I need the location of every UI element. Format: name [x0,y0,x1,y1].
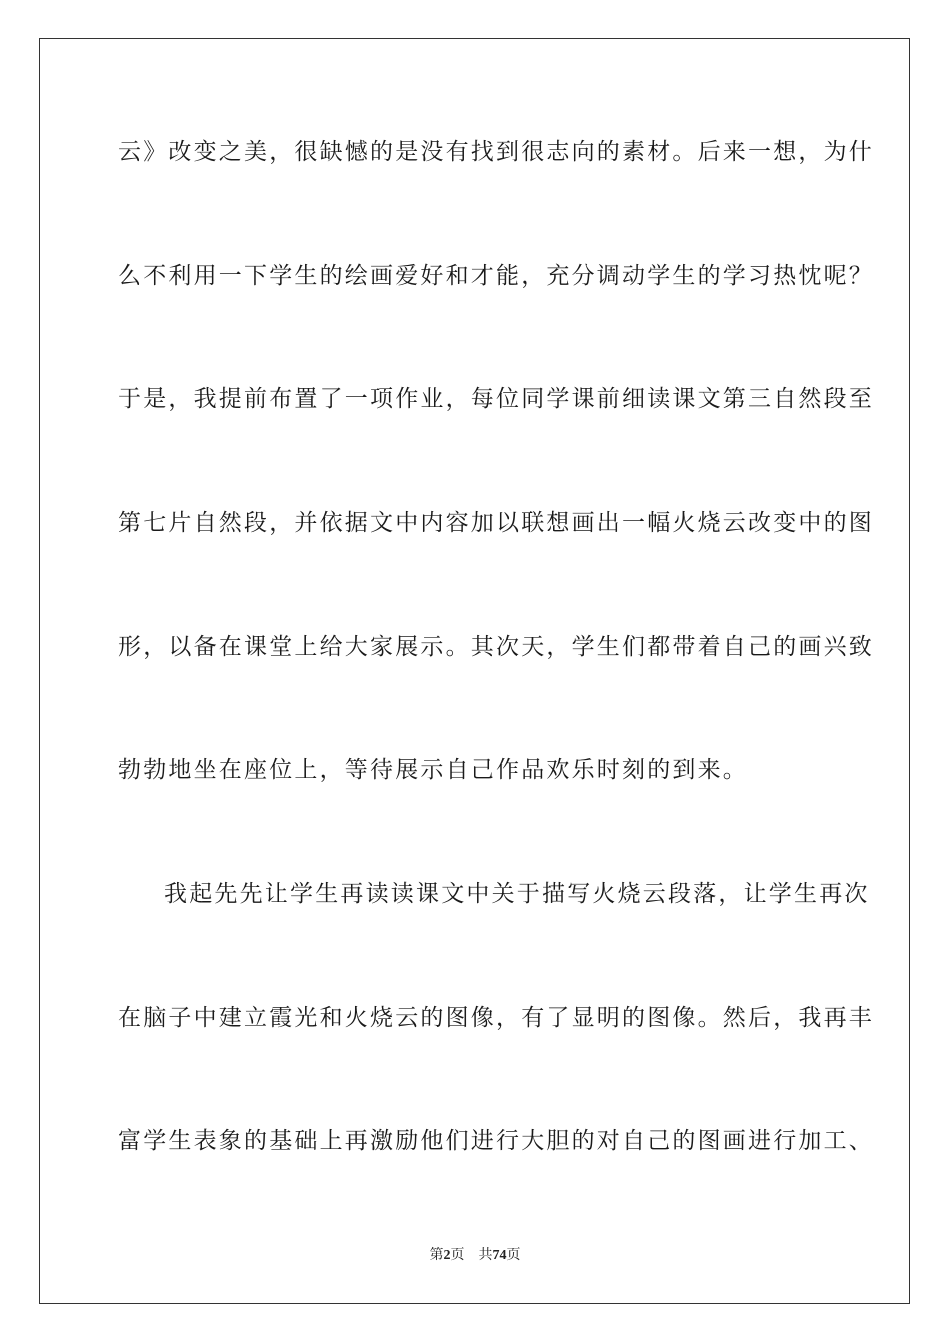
body-text-line: 富学生表象的基础上再激励他们进行大胆的对自己的图画进行加工、 [118,1128,874,1154]
body-text-line: 云》改变之美，很缺憾的是没有找到很志向的素材。后来一想，为什 [118,139,874,165]
page-border [39,38,910,1304]
page-footer [0,1246,950,1266]
body-text-line: 形，以备在课堂上给大家展示。其次天，学生们都带着自己的画兴致 [118,634,874,660]
body-text-line: 在脑子中建立霞光和火烧云的图像，有了显明的图像。然后，我再丰 [118,1005,874,1031]
page-number: 2 [443,1248,451,1263]
body-text-line: 么不利用一下学生的绘画爱好和才能，充分调动学生的学习热忱呢？ [118,263,874,289]
page-indicator: 第2页 [429,1248,465,1263]
body-text-line: 第七片自然段，并依据文中内容加以联想画出一幅火烧云改变中的图 [118,510,874,536]
total-pages-indicator: 共74页 [478,1248,521,1263]
total-pages-number: 74 [492,1248,507,1263]
body-text-line: 于是，我提前布置了一项作业，每位同学课前细读课文第三自然段至 [118,386,874,412]
paragraph-first-line: 我起先先让学生再读读课文中关于描写火烧云段落，让学生再次 [164,881,870,907]
body-text-line: 勃勃地坐在座位上，等待展示自己作品欢乐时刻的到来。 [118,757,748,783]
